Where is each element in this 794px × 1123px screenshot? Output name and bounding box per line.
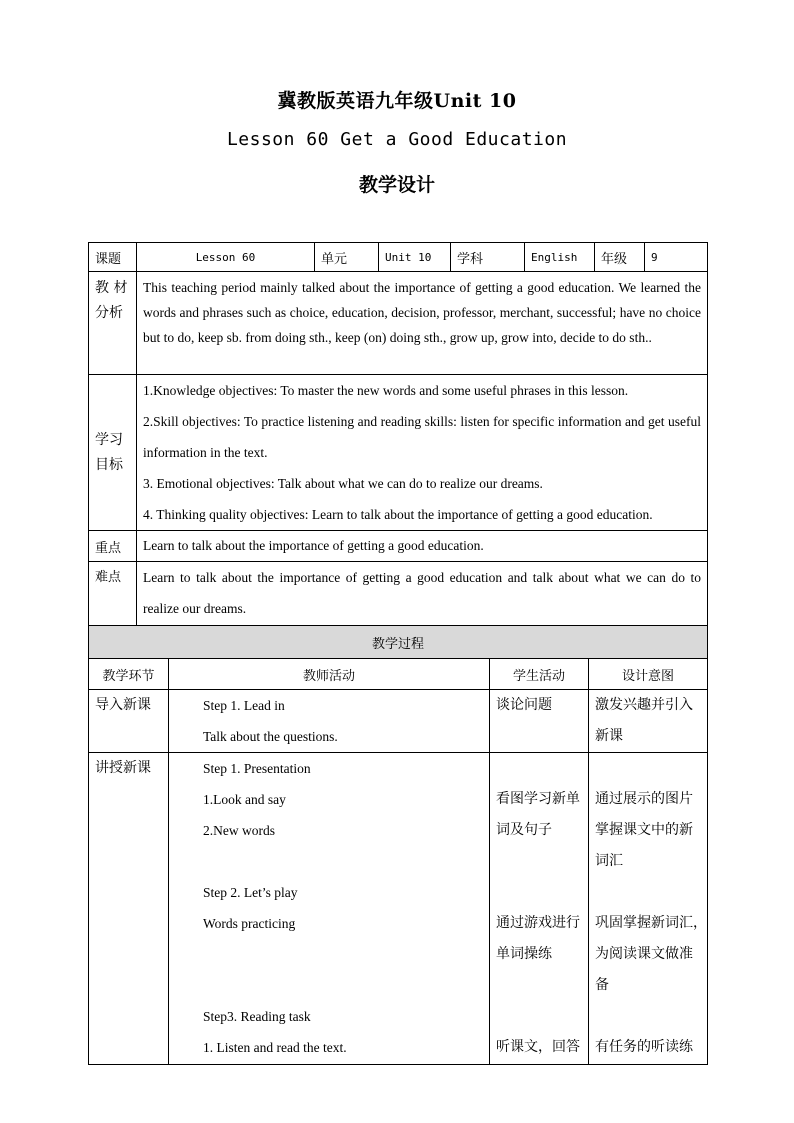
teacher-step: Step3. Reading task [203,1009,311,1024]
objective-item: 1.Knowledge objectives: To master the new words and some useful phrases in this lesson. [143,383,629,398]
info-row [89,243,708,272]
new-lesson-teacher [169,753,490,1065]
teacher-step: Talk about the questions. [203,729,338,744]
teacher-step [203,970,483,1001]
process-columns-row [89,659,708,690]
teacher-step: 1. Listen and read the text. [203,1040,347,1055]
lead-in-row [89,690,708,753]
topic-label: 课题 [89,243,137,272]
lead-in-stage: 导入新课 [89,690,169,753]
objectives-row [89,375,708,531]
process-header-row [89,626,708,659]
col-stage: 教学环节 [89,659,169,690]
teacher-step [203,846,483,877]
grade-label: 年级 [595,243,645,272]
teaching-process-table [88,625,708,1065]
objective-item: 4. Thinking quality objectives: Learn to talk about the importance of getting a good education. [143,507,653,522]
difficulty-text: Learn to talk about the importance of getting a good education and talk about what we can do to realize our dreams. [137,562,708,627]
subject-value: English [525,243,595,272]
unit-label: 单元 [315,243,379,272]
analysis-row [89,272,708,375]
col-teacher: 教师活动 [169,659,490,690]
objectives-label: 学习 目标 [89,375,137,531]
doc-title: 冀教版英语九年级Unit 10 [277,90,517,112]
col-intent: 设计意图 [589,659,708,690]
objective-item: 3. Emotional objectives: Talk about what we can do to realize our dreams. [143,476,543,491]
lead-in-teacher [169,690,490,753]
doc-subtitle: 教学设计 [358,174,435,196]
key-point-row [89,531,708,562]
teacher-step: 2.New words [203,823,275,838]
difficulty-row [89,562,708,627]
new-lesson-stage: 讲授新课 [89,753,169,1065]
subject-label: 学科 [451,243,525,272]
difficulty-label: 难点 [89,562,137,627]
analysis-text: This teaching period mainly talked about the importance of getting a good education. We learned the words and phrases such as choice, education, decision, professor, merchant, successful; have no choice but to do, keep sb. from doing sth., keep (on) doing sth., grow up, grow into, decide to do sth.. [137,272,708,375]
col-student: 学生活动 [490,659,589,690]
analysis-label: 教 材 分析 [89,272,137,375]
lesson-info-table [88,242,708,627]
objectives-list [137,375,708,531]
teacher-step: Step 1. Presentation [203,761,311,776]
new-lesson-row [89,753,708,1065]
teacher-step: Step 1. Lead in [203,698,285,713]
teacher-step: 1.Look and say [203,792,286,807]
topic-value: Lesson 60 [137,243,315,272]
grade-value: 9 [645,243,708,272]
teacher-step: Words practicing [203,916,296,931]
new-lesson-student: 看图学习新单 词及句子 通过游戏进行 单词操练 听课文，回答 [490,753,589,1065]
key-point-label: 重点 [89,531,137,562]
key-point-text: Learn to talk about the importance of getting a good education. [137,531,708,562]
unit-value: Unit 10 [379,243,451,272]
teacher-step [203,939,483,970]
objective-item: 2.Skill objectives: To practice listening and reading skills: listen for specific information and get useful information in the text. [143,414,701,460]
teacher-step: Step 2. Let’s play [203,885,298,900]
new-lesson-intent: 通过展示的图片 掌握课文中的新 词汇 巩固掌握新词汇， 为阅读课文做准 备 有任务的听读练 [589,753,708,1065]
lesson-title: Lesson 60 Get a Good Education [226,129,568,150]
lead-in-student: 谈论问题 [490,690,589,753]
process-header: 教学过程 [89,626,708,659]
lead-in-intent: 激发兴趣并引入 新课 [589,690,708,753]
